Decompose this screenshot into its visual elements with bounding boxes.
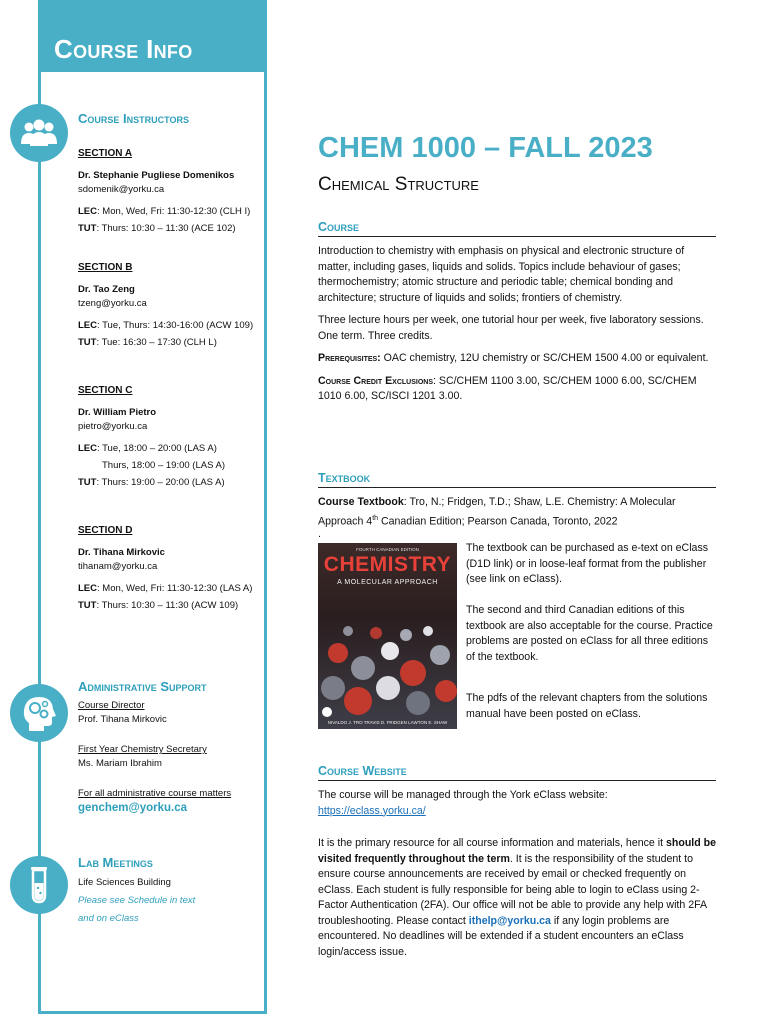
course-hours: Three lecture hours per week, one tutorial hour per week, five laboratory sessions. One term. Three credits.: [318, 314, 704, 342]
tutorial-time: TUT: Thurs: 10:30 – 11:30 (ACE 102): [78, 223, 236, 234]
sidebar-header: [38, 0, 267, 72]
cover-authors: NIVALDO J. TRO TRAVIS D. FRIDGEN LAWTON E. SHAW: [327, 720, 448, 725]
page-title: CHEM 1000 – FALL 2023: [318, 132, 653, 164]
people-icon: [10, 104, 68, 162]
lab-note: Please see Schedule in text: [78, 895, 196, 906]
genchem-email[interactable]: genchem@yorku.ca: [78, 802, 188, 814]
head-gears-icon: [10, 684, 68, 742]
textbook-heading: Textbook: [318, 471, 716, 488]
admin-block: [78, 699, 231, 815]
course-description: [318, 244, 716, 405]
section-heading: SECTION A: [78, 148, 133, 159]
lab-block: [78, 876, 195, 926]
instructors-heading: Course Instructors: [78, 111, 189, 126]
admin-heading: Administrative Support: [78, 679, 207, 694]
instructor-email[interactable]: pietro@yorku.ca: [78, 421, 148, 432]
eclass-link[interactable]: https://eclass.yorku.ca/: [318, 804, 426, 817]
course-prereq: Prerequisites: OAC chemistry, 12U chemistry or SC/CHEM 1500 4.00 or equivalent.: [318, 352, 709, 364]
lecture-time-2: Thurs, 18:00 – 19:00 (LAS A): [102, 460, 226, 471]
sidebar-title: Course Info: [54, 34, 193, 64]
section-heading: SECTION B: [78, 262, 133, 273]
tutorial-time: TUT: Thurs: 19:00 – 20:00 (LAS A): [78, 477, 225, 488]
publisher-logo-icon: [322, 707, 332, 717]
section-d: [78, 524, 252, 613]
cover-edition: FOURTH CANADIAN EDITION: [356, 547, 419, 552]
textbook-solutions-info: The pdfs of the relevant chapters from the solutions manual have been posted on eClass.: [466, 692, 708, 720]
course-exclusions: Course Credit Exclusions: SC/CHEM 1100 3.00, SC/CHEM 1000 6.00, SC/CHEM 1010 6.00, SC/ISCI 1201 3.00.: [318, 374, 697, 402]
secretary-label: First Year Chemistry Secretary: [78, 744, 207, 755]
director-label: Course Director: [78, 700, 145, 711]
instructor-name: Dr. Stephanie Pugliese Domenikos: [78, 170, 235, 181]
section-heading: SECTION C: [78, 385, 133, 396]
website-details: It is the primary resource for all course information and materials, hence it should be visited frequently throughout the term. It is the responsibility of the student to ensure course announcements are received by email or checked frequently on eClass. Each student is fully responsible for being able to login to eClass using 2-Factor Authentication (2FA). Our office will not be able to provide any help with 2FA troubleshooting. Please contact ithelp@yorku.ca if any login problems are encountered. No deadlines will be extended if a student encounters an eClass login/access issue.: [318, 837, 717, 958]
website-heading: Course Website: [318, 764, 716, 781]
textbook-citation: Course Textbook: Tro, N.; Fridgen, T.D.; Shaw, L.E. Chemistry: A Molecular Approach 4th Canadian Edition; Pearson Canada, Toronto, 2022 .: [318, 495, 716, 538]
secretary-name: Ms. Mariam Ibrahim: [78, 758, 162, 769]
lab-note: and on eClass: [78, 913, 139, 924]
instructor-email[interactable]: tihanam@yorku.ca: [78, 561, 158, 572]
lecture-time: LEC: Tue, Thurs: 14:30-16:00 (ACW 109): [78, 320, 254, 331]
instructor-email[interactable]: sdomenik@yorku.ca: [78, 184, 165, 195]
admin-matters-label: For all administrative course matters: [78, 788, 232, 799]
tutorial-time: TUT: Tue: 16:30 – 17:30 (CLH L): [78, 337, 217, 348]
section-a: [78, 147, 250, 236]
ithelp-email[interactable]: ithelp@yorku.ca: [468, 914, 551, 927]
page-subtitle: Chemical Structure: [318, 174, 479, 195]
lab-heading: Lab Meetings: [78, 855, 153, 870]
director-name: Prof. Tihana Mirkovic: [78, 714, 167, 725]
course-heading: Course: [318, 220, 716, 237]
section-heading: SECTION D: [78, 525, 133, 536]
tutorial-time: TUT: Thurs: 10:30 – 11:30 (ACW 109): [78, 600, 239, 611]
textbook-purchase-info: The textbook can be purchased as e-text on eClass (D1D link) or in loose-leaf format from the publisher (see link on eClass).: [466, 542, 709, 585]
course-intro: Introduction to chemistry with emphasis on physical and electronic structure of matter, including gases, liquids and solids. Topics include behaviour of gases; thermochemistry; atomic structure and periodic table; chemical bonding and architecture; structure of liquids and solids; frontiers of chemistry.: [318, 245, 685, 304]
section-b: [78, 261, 253, 350]
cover-title: CHEMISTRY: [323, 553, 452, 576]
section-c: [78, 384, 225, 490]
cover-subtitle: A MOLECULAR APPROACH: [337, 579, 438, 586]
lecture-time: LEC: Tue, 18:00 – 20:00 (LAS A): [78, 443, 217, 454]
lab-building: Life Sciences Building: [78, 877, 171, 888]
stray-dot: .: [318, 527, 321, 540]
test-tube-icon: [10, 856, 68, 914]
instructor-name: Dr. Tao Zeng: [78, 284, 135, 295]
instructor-name: Dr. Tihana Mirkovic: [78, 547, 165, 558]
lecture-time: LEC: Mon, Wed, Fri: 11:30-12:30 (CLH I): [78, 206, 251, 217]
lecture-time: LEC: Mon, Wed, Fri: 11:30-12:30 (LAS A): [78, 583, 253, 594]
website-intro: The course will be managed through the York eClass website: https://eclass.yorku.ca/: [318, 789, 608, 817]
textbook-editions-info: The second and third Canadian editions of this textbook are also acceptable for the course. Practice problems are posted on eClass for all three editions of the textbook.: [466, 604, 713, 663]
textbook-cover: [318, 543, 457, 729]
instructor-name: Dr. William Pietro: [78, 407, 157, 418]
instructor-email[interactable]: tzeng@yorku.ca: [78, 298, 147, 309]
